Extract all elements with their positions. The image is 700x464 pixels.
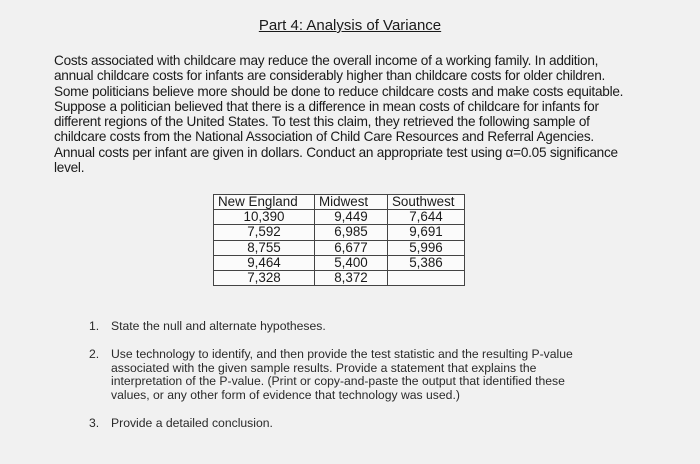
question-line: values, or any other form of evidence that technology was used.): [111, 387, 460, 402]
table-cell: [388, 271, 465, 286]
question-number: 2.: [89, 347, 100, 361]
question-line: Provide a detailed conclusion.: [111, 416, 273, 430]
table-cell: 9,464: [214, 255, 315, 270]
table-header-row: [214, 195, 465, 210]
question-line: interpretation of the P-value. (Print or copy-and-paste the output that identified these: [111, 374, 565, 389]
question-text: [111, 320, 326, 334]
paragraph-line: Costs associated with childcare may reduce the overall income of a working family. In addition,: [54, 53, 599, 68]
table-cell: 9,691: [388, 225, 465, 240]
childcare-cost-table: [213, 194, 465, 286]
paragraph-line: childcare costs from the National Association of Child Care Resources and Referral Agencies.: [54, 129, 594, 145]
table-cell: 5,400: [315, 255, 388, 270]
table-cell: 8,755: [214, 240, 315, 255]
question-number: 3.: [89, 416, 100, 430]
table-cell: 7,328: [214, 271, 315, 286]
question-line: State the null and alternate hypotheses.: [111, 319, 326, 333]
question-line: associated with the given sample results. Provide a statement that explains the: [111, 360, 537, 375]
question-text: [111, 417, 273, 431]
problem-description: [54, 53, 634, 175]
table-cell: 6,677: [315, 240, 388, 255]
header-southwest: Southwest: [388, 195, 465, 210]
paragraph-line: different regions of the United States. To test this claim, they retrieved the following sample of: [54, 114, 590, 130]
section-title: Part 4: Analysis of Variance: [258, 17, 442, 34]
table-cell: 5,386: [388, 255, 465, 270]
paragraph-line: level.: [54, 160, 85, 176]
table-row: [214, 225, 465, 240]
table-cell: 7,644: [388, 210, 465, 225]
table-row: [214, 255, 465, 270]
paragraph-line: annual childcare costs for infants are considerably higher than childcare costs for older children.: [54, 68, 606, 84]
table-row: [214, 210, 465, 225]
question-text: [111, 348, 573, 402]
paragraph-line: Suppose a politician believed that there is a difference in mean costs of childcare for infants for: [54, 98, 599, 114]
paragraph-line: Annual costs per infant are given in dollars. Conduct an appropriate test using α=0.05 significance: [54, 144, 618, 160]
table-cell: 8,372: [315, 271, 388, 286]
table-cell: 7,592: [214, 225, 315, 240]
table-row: [214, 240, 465, 255]
table-row: [214, 271, 465, 286]
table-cell: 9,449: [315, 210, 388, 225]
header-new-england: New England: [214, 195, 315, 210]
table-cell: 10,390: [214, 210, 315, 225]
paragraph-line: Some politicians believe more should be done to reduce childcare costs and make costs equitable.: [54, 83, 624, 99]
question-number: 1.: [89, 319, 100, 333]
question-line: Use technology to identify, and then provide the test statistic and the resulting P-value: [111, 347, 573, 361]
table-cell: 5,996: [388, 240, 465, 255]
header-midwest: Midwest: [315, 195, 388, 210]
table-cell: 6,985: [315, 225, 388, 240]
